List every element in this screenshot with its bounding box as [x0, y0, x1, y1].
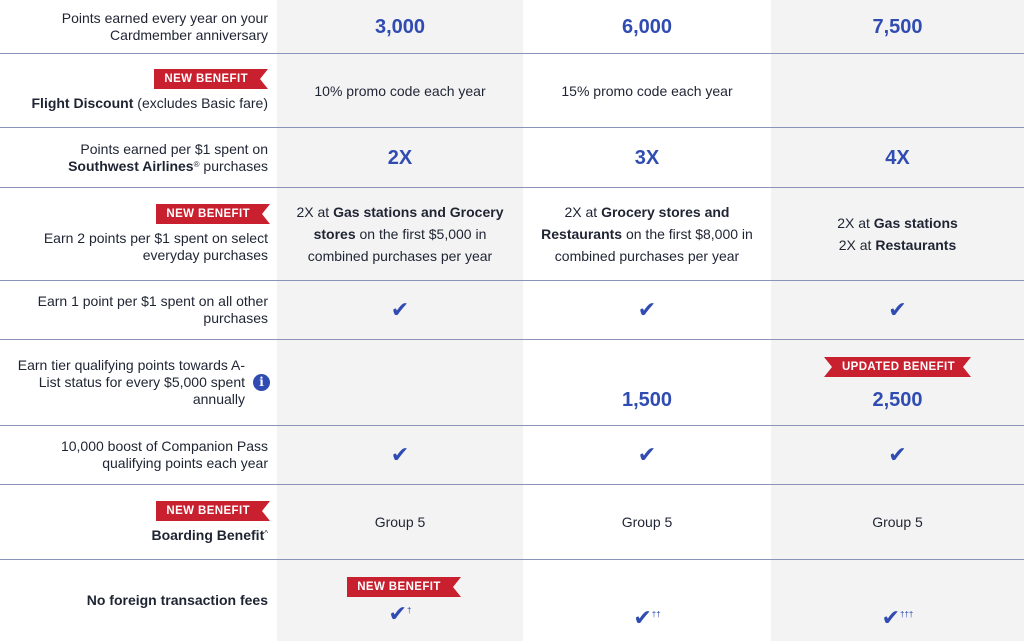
row-label — [0, 560, 276, 641]
footnote-mark: †† — [651, 610, 661, 619]
cell-plan-3 — [771, 485, 1024, 559]
value-pre: 2X at — [838, 237, 876, 253]
cell-plan-2 — [523, 340, 771, 425]
cell-plan-3 — [771, 54, 1024, 127]
cell-plan-1 — [277, 560, 523, 641]
label-bold: No foreign transaction fees — [86, 592, 268, 608]
cell-plan-3 — [771, 188, 1024, 280]
cell-plan-2 — [523, 560, 771, 641]
row-label — [0, 0, 276, 53]
cell-plan-2 — [523, 128, 771, 187]
value-bold: Gas stations and Grocery stores — [313, 204, 504, 242]
label-text: Points earned per $1 spent on — [80, 140, 268, 157]
value-text: 7,500 — [872, 15, 923, 38]
new-benefit-tag: NEW BENEFIT — [156, 501, 262, 521]
value-post: on the first $5,000 in combined purchases per year — [307, 226, 493, 264]
row-label — [0, 54, 276, 127]
new-benefit-tag: NEW BENEFIT — [156, 204, 262, 224]
row-everyday-purchases — [0, 188, 1024, 281]
row-boarding-benefit — [0, 485, 1024, 560]
cell-plan-3 — [771, 128, 1024, 187]
cell-plan-2 — [523, 485, 771, 559]
checkmark-icon — [388, 600, 412, 626]
value-pre: 2X at — [564, 204, 602, 220]
label-text-2 — [68, 158, 268, 175]
value-pre: 2X at — [296, 204, 334, 220]
info-icon[interactable]: i — [253, 374, 270, 391]
value-text: 1,500 — [621, 389, 673, 411]
value-text — [530, 201, 765, 267]
value-text: 10% promo code each year — [314, 82, 486, 99]
value-bold: Grocery stores and Restaurants — [541, 204, 730, 242]
row-anniversary-points — [0, 0, 1024, 54]
cell-plan-2 — [523, 54, 771, 127]
check-glyph: ✔ — [388, 600, 407, 626]
row-label — [0, 281, 276, 339]
check-glyph: ✔ — [881, 605, 901, 630]
cell-plan-3 — [771, 340, 1024, 425]
checkmark-icon: ✔ — [390, 297, 410, 322]
value-text: 6,000 — [621, 15, 673, 38]
row-flight-discount — [0, 54, 1024, 128]
value-pre: 2X at — [837, 215, 874, 231]
label-bold: Flight Discount — [31, 95, 134, 111]
cell-plan-1 — [277, 0, 523, 53]
row-other-purchases — [0, 281, 1024, 340]
new-benefit-tag: NEW BENEFIT — [347, 577, 453, 597]
cell-plan-3 — [771, 560, 1024, 641]
cell-plan-2 — [523, 0, 771, 53]
check-glyph: ✔ — [633, 605, 652, 630]
label-text — [151, 527, 268, 544]
cell-plan-1 — [277, 281, 523, 339]
cell-plan-2 — [523, 426, 771, 484]
label-text: Earn 2 points per $1 spent on select everyday purchases — [43, 230, 268, 263]
value-text: 3,000 — [374, 15, 426, 38]
value-line-1 — [837, 212, 958, 234]
checkmark-icon: ✔ — [390, 442, 410, 467]
updated-benefit-tag: UPDATED BENEFIT — [832, 357, 963, 377]
checkmark-icon — [882, 607, 914, 629]
row-label — [0, 485, 276, 559]
label-text: 10,000 boost of Companion Pass qualifying points each year — [60, 438, 268, 471]
checkmark-icon: ✔ — [637, 297, 657, 322]
row-label — [0, 188, 276, 280]
row-label — [0, 128, 276, 187]
value-text — [283, 201, 518, 267]
registered-mark: ® — [193, 159, 200, 169]
label-rest: (excludes Basic fare) — [133, 95, 268, 111]
label-text: Earn tier qualifying points towards A-List status for every $5,000 spent annually — [17, 357, 245, 407]
value-text: 3X — [634, 146, 660, 169]
checkmark-icon: ✔ — [888, 442, 907, 467]
value-text: 15% promo code each year — [561, 82, 733, 99]
new-benefit-tag: NEW BENEFIT — [154, 69, 260, 89]
value-text: Group 5 — [621, 514, 673, 530]
cell-plan-3 — [771, 281, 1024, 339]
value-bold: Gas stations — [873, 215, 958, 231]
value-post: on the first $8,000 in combined purchases per year — [554, 226, 753, 264]
label-text: Earn 1 point per $1 spent on all other purchases — [37, 293, 268, 326]
value-bold: Restaurants — [875, 237, 957, 253]
checkmark-icon — [633, 607, 660, 629]
cell-plan-3 — [771, 0, 1024, 53]
cell-plan-1 — [277, 340, 523, 425]
value-text: Group 5 — [872, 514, 923, 530]
cell-plan-3 — [771, 426, 1024, 484]
label-bold: Boarding Benefit — [151, 526, 265, 543]
row-southwest-points — [0, 128, 1024, 188]
checkmark-icon: ✔ — [637, 442, 657, 467]
row-label — [0, 426, 276, 484]
row-label — [0, 340, 276, 425]
cell-plan-2 — [523, 188, 771, 280]
cell-plan-1 — [277, 188, 523, 280]
cell-plan-1 — [277, 54, 523, 127]
footnote-mark: † — [406, 605, 412, 615]
cell-plan-2 — [523, 281, 771, 339]
value-text: 2,500 — [872, 389, 923, 411]
row-companion-pass — [0, 426, 1024, 485]
checkmark-icon: ✔ — [888, 297, 907, 322]
row-foreign-transaction-fees — [0, 560, 1024, 641]
value-text: Group 5 — [374, 514, 426, 530]
footnote-mark: ††† — [900, 610, 914, 619]
label-text — [32, 95, 269, 112]
caret-mark: ^ — [264, 528, 268, 538]
label-rest: purchases — [199, 157, 268, 174]
value-line-2 — [839, 234, 957, 256]
row-tier-qualifying — [0, 340, 1024, 426]
cell-plan-1 — [277, 485, 523, 559]
value-text: 2X — [387, 146, 413, 169]
value-text: 4X — [885, 146, 910, 169]
label-bold: Southwest Airlines — [68, 157, 194, 174]
cell-plan-1 — [277, 128, 523, 187]
label-text: Points earned every year on your Cardmember anniversary — [61, 9, 268, 43]
cell-plan-1 — [277, 426, 523, 484]
